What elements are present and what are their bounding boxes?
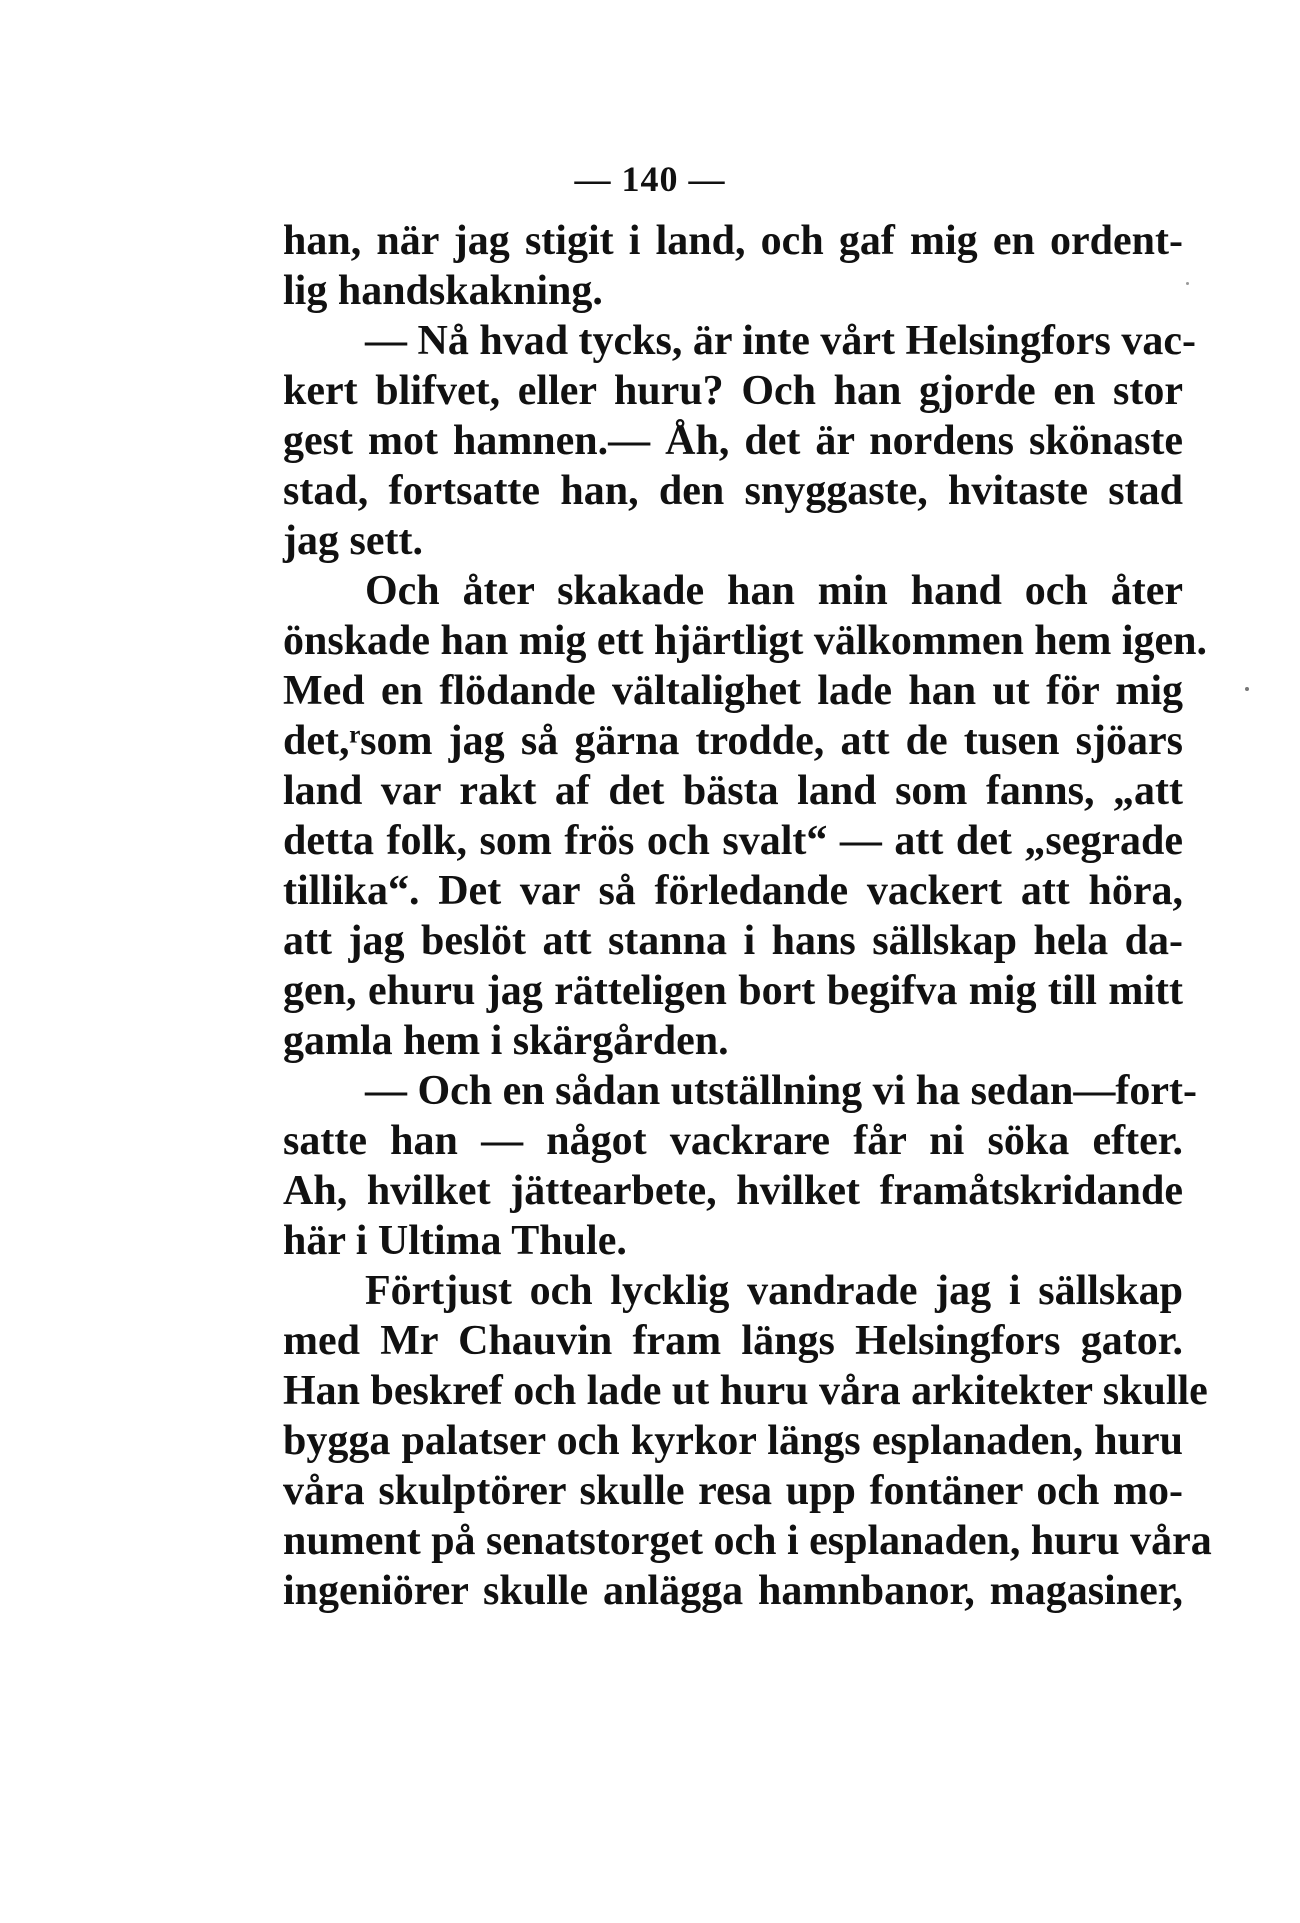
text-line: Han beskref och lade ut huru våra arkitekter skulle xyxy=(283,1368,1208,1414)
text-line: med Mr Chauvin fram längs Helsingfors gator. xyxy=(283,1318,1183,1364)
body-text xyxy=(283,216,1212,1616)
text-line: önskade han mig ett hjärtligt välkommen hem igen. xyxy=(283,618,1207,664)
paper-speck xyxy=(1245,687,1249,691)
text-line: Och åter skakade han min hand och åter xyxy=(365,568,1183,614)
text-line: tillika“. Det var så förledande vackert att höra, xyxy=(283,868,1183,914)
paper-speck xyxy=(1186,282,1189,285)
text-line: gen, ehuru jag rätteligen bort begifva mig till mitt xyxy=(283,968,1183,1014)
text-line: Förtjust och lycklig vandrade jag i sällskap xyxy=(365,1268,1183,1314)
text-line: jag sett. xyxy=(283,518,423,564)
text-line: bygga palatser och kyrkor längs esplanaden, huru xyxy=(283,1418,1183,1464)
text-line: gest mot hamnen.— Åh, det är nordens skönaste xyxy=(283,418,1183,464)
text-line: — Nå hvad tycks, är inte vårt Helsingfors vac- xyxy=(365,318,1196,364)
text-line: ingeniörer skulle anlägga hamnbanor, magasiner, xyxy=(283,1568,1183,1614)
text-line: våra skulptörer skulle resa upp fontäner och mo- xyxy=(283,1468,1183,1514)
text-line: land var rakt af det bästa land som fanns, „att xyxy=(283,768,1183,814)
text-line: det,ʳsom jag så gärna trodde, att de tusen sjöars xyxy=(283,718,1183,764)
text-line: gamla hem i skärgården. xyxy=(283,1018,729,1064)
text-line: satte han — något vackrare får ni söka efter. xyxy=(283,1118,1183,1164)
text-line: nument på senatstorget och i esplanaden, huru våra xyxy=(283,1518,1212,1564)
text-line: Med en flödande vältalighet lade han ut för mig xyxy=(283,668,1183,714)
text-line: lig handskakning. xyxy=(283,268,603,314)
text-line: han, när jag stigit i land, och gaf mig en ordent- xyxy=(283,218,1183,264)
text-line: här i Ultima Thule. xyxy=(283,1218,627,1264)
text-line: att jag beslöt att stanna i hans sällskap hela da- xyxy=(283,918,1183,964)
page-number: — 140 — xyxy=(574,159,726,199)
text-line: — Och en sådan utställning vi ha sedan—fort- xyxy=(365,1068,1197,1114)
text-line: detta folk, som frös och svalt“ — att det „segrade xyxy=(283,818,1183,864)
text-line: kert blifvet, eller huru? Och han gjorde en stor xyxy=(283,368,1183,414)
text-line: Ah, hvilket jättearbete, hvilket framåtskridande xyxy=(283,1168,1183,1214)
text-line: stad, fortsatte han, den snyggaste, hvitaste stad xyxy=(283,468,1183,514)
